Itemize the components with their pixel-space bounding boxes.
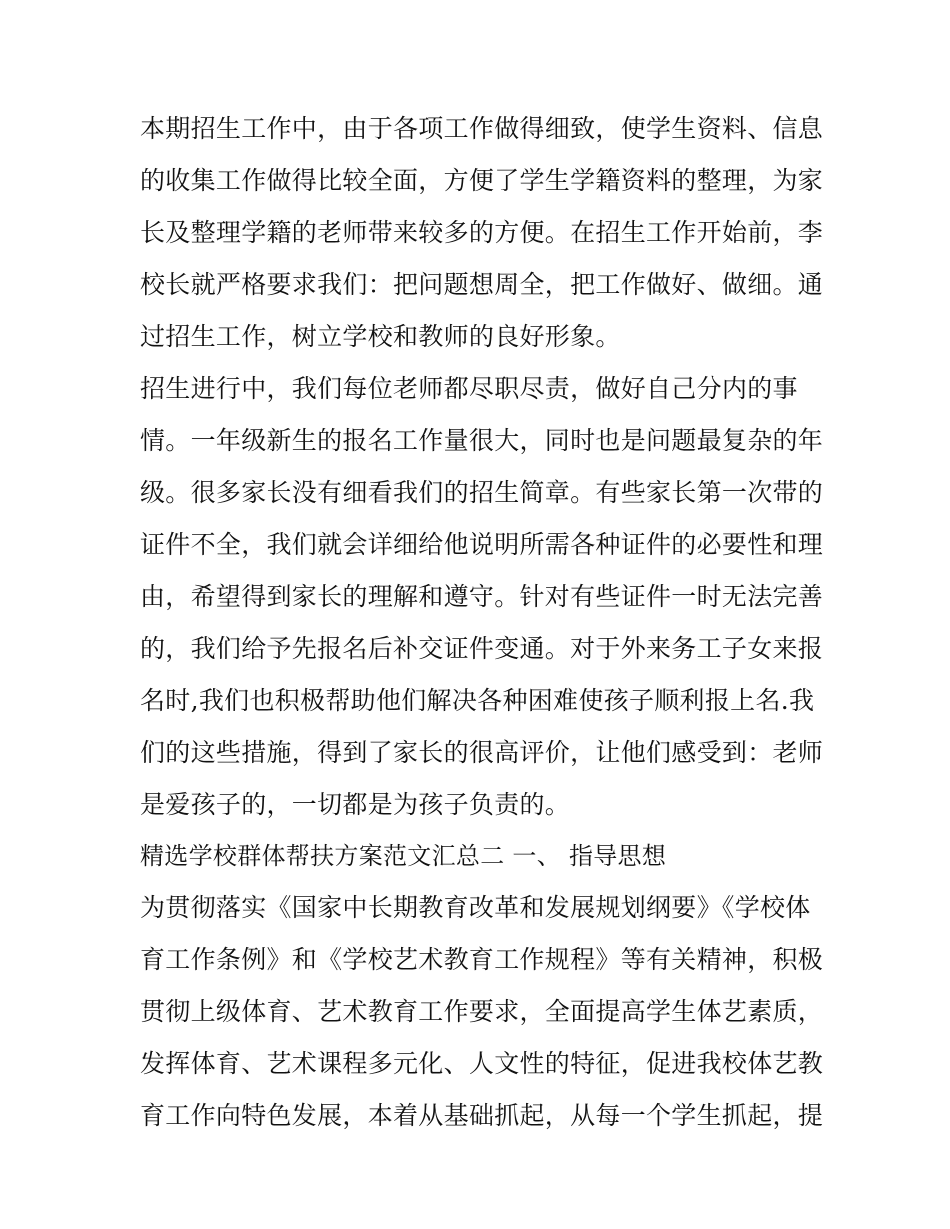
text-line: 是爱孩子的，一切都是为孩子负责的。 bbox=[140, 790, 571, 819]
section-heading: 精选学校群体帮扶方案范文汇总二 一、 指导思想 bbox=[140, 842, 667, 870]
text-line: 本期招生工作中，由于各项工作做得细致，使学生资料、信息 bbox=[140, 114, 824, 143]
text-line: 长及整理学籍的老师带来较多的方便。在招生工作开始前，李 bbox=[140, 218, 824, 247]
text-line: 名时,我们也积极帮助他们解决各种困难使孩子顺利报上名.我 bbox=[140, 686, 815, 715]
text-line: 为贯彻落实《国家中长期教育改革和发展规划纲要》《学校体 bbox=[140, 893, 811, 922]
text-line: 们的这些措施，得到了家长的很高评价，让他们感受到：老师 bbox=[140, 738, 824, 767]
text-line: 的收集工作做得比较全面，方便了学生学籍资料的整理，为家 bbox=[140, 166, 824, 195]
text-line: 贯彻上级体育、艺术教育工作要求，全面提高学生体艺素质， bbox=[140, 997, 824, 1026]
text-line: 证件不全，我们就会详细给他说明所需各种证件的必要性和理 bbox=[140, 530, 824, 559]
text-line: 级。很多家长没有细看我们的招生简章。有些家长第一次带的 bbox=[140, 478, 824, 507]
text-line: 育工作向特色发展，本着从基础抓起，从每一个学生抓起，提 bbox=[140, 1101, 824, 1130]
text-line: 过招生工作，树立学校和教师的良好形象。 bbox=[140, 322, 621, 351]
text-line: 情。一年级新生的报名工作量很大，同时也是问题最复杂的年 bbox=[140, 426, 824, 455]
text-line: 育工作条例》和《学校艺术教育工作规程》等有关精神，积极 bbox=[140, 945, 824, 974]
text-line: 校长就严格要求我们：把问题想周全，把工作做好、做细。通 bbox=[140, 270, 824, 299]
text-line: 的，我们给予先报名后补交证件变通。对于外来务工子女来报 bbox=[140, 634, 824, 663]
text-line: 招生进行中，我们每位老师都尽职尽责，做好自己分内的事 bbox=[140, 374, 798, 403]
text-line: 发挥体育、艺术课程多元化、人文性的特征，促进我校体艺教 bbox=[140, 1049, 824, 1078]
text-line: 由，希望得到家长的理解和遵守。针对有些证件一时无法完善 bbox=[140, 582, 824, 611]
